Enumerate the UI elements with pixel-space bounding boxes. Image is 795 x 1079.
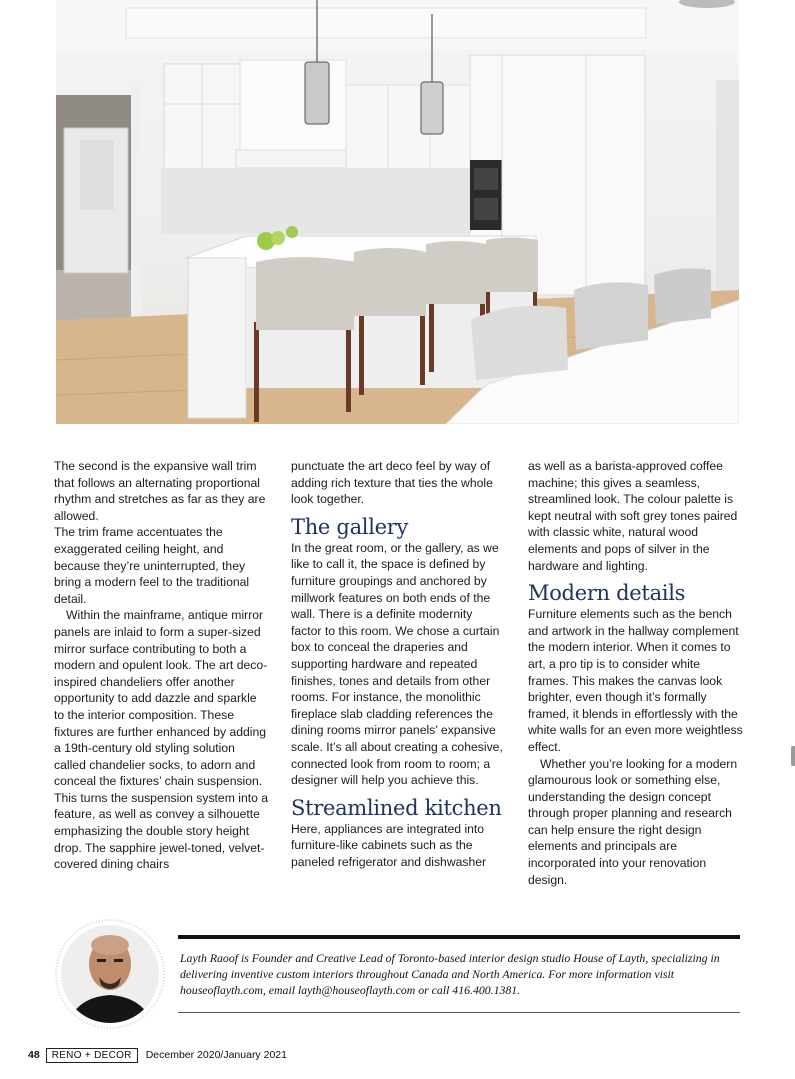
column-2 bbox=[291, 458, 505, 870]
paragraph: The second is the expansive wall trim that follows an alternating proportional rhythm and stretches as far as they are allowed. bbox=[54, 459, 266, 523]
page-number: 48 bbox=[28, 1049, 40, 1061]
paragraph: In the great room, or the gallery, as we like to call it, the space is defined by furniture groupings and anchored by millwork features on both ends of the wall. There is a definite modernity factor to this room. We chose a curtain box to conceal the draperies and supporting hardware and repeated finishes, tones and details from other rooms. For instance, the monolithic fireplace slab cladding references the dining rooms mirror panels’ expansive scale. It’s all about creating a cohesive, connected look from room to room; a designer will help you achieve this. bbox=[291, 540, 503, 788]
paragraph: as well as a barista-approved coffee machine; this gives a seamless, streamlined look. The colour palette is kept neutral with soft grey tones paired with classic white, natural wood elements and pops of silver in the hardware and lighting. bbox=[528, 459, 738, 573]
column-3 bbox=[528, 458, 744, 888]
magazine-name: RENO + DECOR bbox=[46, 1048, 138, 1063]
paragraph: punctuate the art deco feel by way of adding rich texture that ties the whole look together. bbox=[291, 459, 493, 507]
page-footer bbox=[28, 1046, 287, 1064]
author-bio: Layth Raoof is Founder and Creative Lead of Toronto-based interior design studio House of Layth, specializing in delivering inventive custom interiors throughout Canada and North America. For more information visit houseoflayth.com, email layth@houseoflayth.com or call 416.400.1381. bbox=[180, 951, 720, 997]
paragraph: Within the mainframe, antique mirror panels are inlaid to form a super-sized mirror surface contributing to both a modern and opulent look. The art deco-inspired chandeliers offer another opportunity to add dazzle and sparkle to the interior composition. These fixtures are further enhanced by adding a 19th-century old styling solution called chandelier socks, to adorn and conceal the fixtures’ chain suspension. This turns the suspension system into a feature, as well as convey a silhouette emphasizing the double story height drop. The sapphire jewel-toned, velvet-covered dining chairs bbox=[54, 608, 269, 872]
paragraph: The trim frame accentuates the exaggerated ceiling height, and because they’re uninterrupted, they bring a modern feel to the traditional detail. bbox=[54, 525, 250, 606]
heading-streamlined-kitchen: Streamlined kitchen bbox=[291, 795, 502, 820]
issue-date: December 2020/January 2021 bbox=[145, 1049, 287, 1061]
heading-the-gallery: The gallery bbox=[291, 514, 409, 539]
paragraph: Here, appliances are integrated into furniture-like cabinets such as the paneled refrigerator and dishwasher bbox=[291, 821, 487, 869]
paragraph: Whether you’re looking for a modern glamourous look or something else, understanding the design concept through proper planning and research can help ensure the right design elements and principals are incorporated into your renovation design. bbox=[528, 756, 738, 887]
paragraph: Furniture elements such as the bench and artwork in the hallway complement the modern interior. When it comes to art, a pro tip is to consider white frames. This makes the canvas look brighter, even though it’s formally framed, it blends in effortlessly with the white walls for an even more weightless effect. bbox=[528, 607, 743, 754]
bio-bottom-rule bbox=[178, 1012, 740, 1013]
bio-top-rule bbox=[178, 935, 740, 939]
kitchen-photo bbox=[56, 0, 739, 424]
page-edge-tab bbox=[791, 746, 795, 766]
column-1 bbox=[54, 458, 270, 873]
author-avatar bbox=[55, 919, 165, 1029]
heading-modern-details: Modern details bbox=[528, 581, 686, 606]
